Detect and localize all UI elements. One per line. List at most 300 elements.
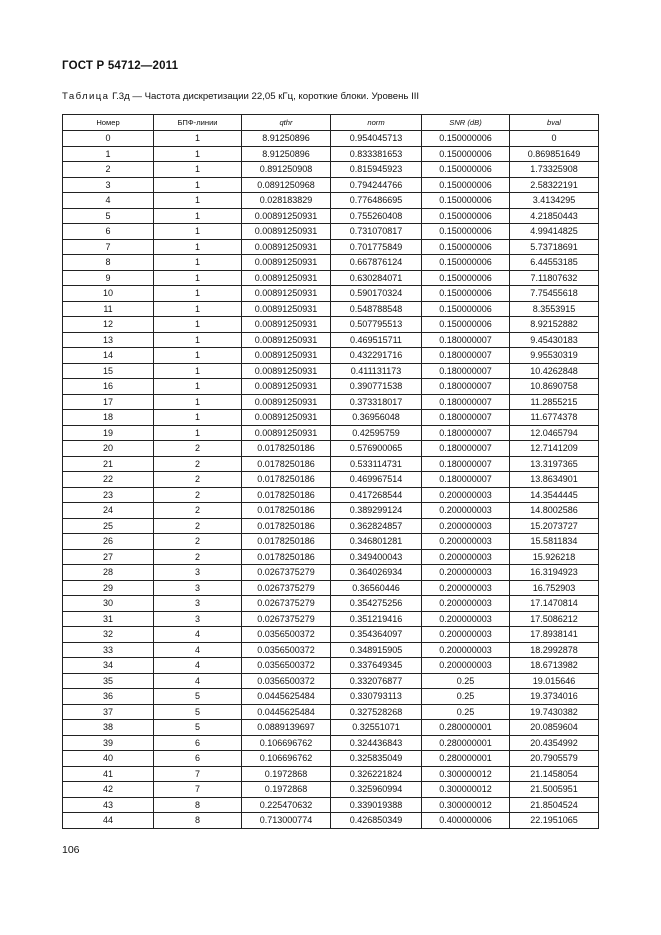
cell-norm: 0.348915905 <box>331 642 422 658</box>
table-row <box>63 193 599 209</box>
cell-number: 5 <box>63 208 154 224</box>
column-header-norm: norm <box>331 115 422 131</box>
cell-number: 44 <box>63 813 154 829</box>
cell-fft-lines: 1 <box>154 363 242 379</box>
cell-fft-lines: 3 <box>154 611 242 627</box>
cell-qthr: 8.91250896 <box>242 131 331 147</box>
cell-bval: 0.869851649 <box>510 146 599 162</box>
cell-fft-lines: 2 <box>154 518 242 534</box>
cell-qthr: 0.0356500372 <box>242 658 331 674</box>
cell-fft-lines: 7 <box>154 782 242 798</box>
cell-snr: 0.200000003 <box>422 565 510 581</box>
table-row <box>63 472 599 488</box>
cell-qthr: 0.225470632 <box>242 797 331 813</box>
cell-snr: 0.180000007 <box>422 425 510 441</box>
cell-number: 3 <box>63 177 154 193</box>
cell-norm: 0.417268544 <box>331 487 422 503</box>
cell-qthr: 0.00891250931 <box>242 301 331 317</box>
cell-bval: 11.6774378 <box>510 410 599 426</box>
table-row <box>63 627 599 643</box>
cell-snr: 0.200000003 <box>422 518 510 534</box>
table-row <box>63 224 599 240</box>
cell-number: 36 <box>63 689 154 705</box>
cell-norm: 0.354364097 <box>331 627 422 643</box>
table-header-row <box>63 115 599 131</box>
cell-norm: 0.630284071 <box>331 270 422 286</box>
cell-fft-lines: 5 <box>154 720 242 736</box>
cell-fft-lines: 1 <box>154 162 242 178</box>
cell-snr: 0.300000012 <box>422 766 510 782</box>
cell-number: 8 <box>63 255 154 271</box>
cell-bval: 3.4134295 <box>510 193 599 209</box>
cell-fft-lines: 8 <box>154 797 242 813</box>
cell-norm: 0.701775849 <box>331 239 422 255</box>
table-row <box>63 689 599 705</box>
cell-bval: 19.7430382 <box>510 704 599 720</box>
cell-qthr: 0.00891250931 <box>242 425 331 441</box>
table-row <box>63 208 599 224</box>
cell-fft-lines: 2 <box>154 472 242 488</box>
column-header-number: Номер <box>63 115 154 131</box>
cell-snr: 0.150000006 <box>422 286 510 302</box>
page-number: 106 <box>62 844 80 856</box>
cell-norm: 0.776486695 <box>331 193 422 209</box>
cell-snr: 0.180000007 <box>422 472 510 488</box>
cell-fft-lines: 1 <box>154 332 242 348</box>
cell-bval: 21.1458054 <box>510 766 599 782</box>
cell-snr: 0.150000006 <box>422 224 510 240</box>
cell-snr: 0.200000003 <box>422 642 510 658</box>
caption-text: Г.3д — Частота дискретизации 22,05 кГц, короткие блоки. Уровень III <box>112 91 420 102</box>
cell-qthr: 0.1972868 <box>242 782 331 798</box>
cell-number: 21 <box>63 456 154 472</box>
cell-snr: 0.150000006 <box>422 317 510 333</box>
cell-qthr: 0.00891250931 <box>242 348 331 364</box>
column-header-qthr: qthr <box>242 115 331 131</box>
cell-bval: 18.6713982 <box>510 658 599 674</box>
cell-norm: 0.390771538 <box>331 379 422 395</box>
cell-fft-lines: 3 <box>154 580 242 596</box>
table-row <box>63 673 599 689</box>
cell-norm: 0.327528268 <box>331 704 422 720</box>
cell-number: 0 <box>63 131 154 147</box>
cell-norm: 0.349400043 <box>331 549 422 565</box>
cell-snr: 0.180000007 <box>422 379 510 395</box>
cell-snr: 0.180000007 <box>422 441 510 457</box>
cell-qthr: 0.00891250931 <box>242 239 331 255</box>
cell-qthr: 0.00891250931 <box>242 255 331 271</box>
cell-snr: 0.280000001 <box>422 735 510 751</box>
cell-number: 14 <box>63 348 154 364</box>
cell-qthr: 0.106696762 <box>242 751 331 767</box>
cell-norm: 0.36560446 <box>331 580 422 596</box>
cell-qthr: 0.0356500372 <box>242 642 331 658</box>
cell-number: 28 <box>63 565 154 581</box>
cell-fft-lines: 5 <box>154 704 242 720</box>
cell-snr: 0.200000003 <box>422 627 510 643</box>
cell-bval: 11.2855215 <box>510 394 599 410</box>
cell-fft-lines: 7 <box>154 766 242 782</box>
cell-number: 39 <box>63 735 154 751</box>
cell-fft-lines: 1 <box>154 270 242 286</box>
cell-fft-lines: 1 <box>154 410 242 426</box>
table-row <box>63 456 599 472</box>
cell-snr: 0.150000006 <box>422 255 510 271</box>
cell-fft-lines: 1 <box>154 379 242 395</box>
cell-snr: 0.280000001 <box>422 751 510 767</box>
cell-norm: 0.325960994 <box>331 782 422 798</box>
cell-bval: 19.015646 <box>510 673 599 689</box>
cell-snr: 0.150000006 <box>422 208 510 224</box>
cell-snr: 0.150000006 <box>422 301 510 317</box>
cell-norm: 0.389299124 <box>331 503 422 519</box>
cell-number: 32 <box>63 627 154 643</box>
cell-qthr: 0.00891250931 <box>242 394 331 410</box>
cell-qthr: 0.0178250186 <box>242 472 331 488</box>
cell-norm: 0.325835049 <box>331 751 422 767</box>
table-row <box>63 394 599 410</box>
cell-snr: 0.300000012 <box>422 797 510 813</box>
cell-number: 38 <box>63 720 154 736</box>
cell-bval: 12.7141209 <box>510 441 599 457</box>
table-row <box>63 255 599 271</box>
cell-snr: 0.180000007 <box>422 348 510 364</box>
cell-number: 10 <box>63 286 154 302</box>
cell-number: 24 <box>63 503 154 519</box>
cell-bval: 21.5005951 <box>510 782 599 798</box>
cell-bval: 20.4354992 <box>510 735 599 751</box>
cell-number: 11 <box>63 301 154 317</box>
cell-number: 29 <box>63 580 154 596</box>
table-row <box>63 580 599 596</box>
cell-number: 4 <box>63 193 154 209</box>
cell-fft-lines: 1 <box>154 131 242 147</box>
table-body <box>63 131 599 829</box>
table-row <box>63 534 599 550</box>
cell-fft-lines: 1 <box>154 286 242 302</box>
cell-fft-lines: 2 <box>154 456 242 472</box>
cell-fft-lines: 1 <box>154 301 242 317</box>
table-row <box>63 239 599 255</box>
cell-norm: 0.507795513 <box>331 317 422 333</box>
cell-snr: 0.180000007 <box>422 410 510 426</box>
cell-fft-lines: 2 <box>154 503 242 519</box>
cell-fft-lines: 1 <box>154 239 242 255</box>
cell-fft-lines: 6 <box>154 735 242 751</box>
cell-fft-lines: 4 <box>154 642 242 658</box>
cell-number: 42 <box>63 782 154 798</box>
cell-bval: 17.1470814 <box>510 596 599 612</box>
cell-qthr: 0.00891250931 <box>242 208 331 224</box>
cell-number: 43 <box>63 797 154 813</box>
cell-snr: 0.200000003 <box>422 658 510 674</box>
cell-norm: 0.351219416 <box>331 611 422 627</box>
cell-qthr: 0.891250908 <box>242 162 331 178</box>
table-row <box>63 642 599 658</box>
cell-fft-lines: 4 <box>154 658 242 674</box>
cell-bval: 7.75455618 <box>510 286 599 302</box>
table-row <box>63 487 599 503</box>
table-row <box>63 131 599 147</box>
table-row <box>63 658 599 674</box>
cell-norm: 0.36956048 <box>331 410 422 426</box>
cell-fft-lines: 1 <box>154 425 242 441</box>
cell-norm: 0.337649345 <box>331 658 422 674</box>
caption-word: Таблица <box>62 91 110 102</box>
cell-snr: 0.25 <box>422 689 510 705</box>
cell-bval: 1.73325908 <box>510 162 599 178</box>
cell-bval: 7.11807632 <box>510 270 599 286</box>
cell-bval: 21.8504524 <box>510 797 599 813</box>
table-row <box>63 611 599 627</box>
cell-snr: 0.180000007 <box>422 394 510 410</box>
cell-norm: 0.42595759 <box>331 425 422 441</box>
cell-bval: 9.95530319 <box>510 348 599 364</box>
table-row <box>63 518 599 534</box>
cell-norm: 0.432291716 <box>331 348 422 364</box>
cell-qthr: 0.0356500372 <box>242 627 331 643</box>
cell-qthr: 0.0178250186 <box>242 441 331 457</box>
cell-bval: 20.7905579 <box>510 751 599 767</box>
cell-qthr: 0.0178250186 <box>242 456 331 472</box>
cell-fft-lines: 1 <box>154 255 242 271</box>
table-row <box>63 441 599 457</box>
cell-fft-lines: 1 <box>154 317 242 333</box>
cell-number: 31 <box>63 611 154 627</box>
cell-number: 41 <box>63 766 154 782</box>
cell-qthr: 0.00891250931 <box>242 286 331 302</box>
cell-bval: 8.3553915 <box>510 301 599 317</box>
cell-number: 19 <box>63 425 154 441</box>
cell-snr: 0.25 <box>422 673 510 689</box>
cell-norm: 0.411131173 <box>331 363 422 379</box>
cell-bval: 13.8634901 <box>510 472 599 488</box>
cell-number: 26 <box>63 534 154 550</box>
cell-norm: 0.548788548 <box>331 301 422 317</box>
cell-norm: 0.755260408 <box>331 208 422 224</box>
cell-snr: 0.25 <box>422 704 510 720</box>
cell-norm: 0.364026934 <box>331 565 422 581</box>
cell-qthr: 8.91250896 <box>242 146 331 162</box>
cell-snr: 0.150000006 <box>422 162 510 178</box>
column-header-bval: bval <box>510 115 599 131</box>
cell-snr: 0.300000012 <box>422 782 510 798</box>
cell-qthr: 0.0267375279 <box>242 565 331 581</box>
table-row <box>63 751 599 767</box>
cell-number: 15 <box>63 363 154 379</box>
document-header: ГОСТ Р 54712—2011 <box>62 60 179 72</box>
cell-fft-lines: 3 <box>154 596 242 612</box>
cell-number: 30 <box>63 596 154 612</box>
cell-qthr: 0.00891250931 <box>242 270 331 286</box>
cell-qthr: 0.0891250968 <box>242 177 331 193</box>
cell-number: 18 <box>63 410 154 426</box>
cell-fft-lines: 4 <box>154 673 242 689</box>
cell-bval: 4.21850443 <box>510 208 599 224</box>
cell-norm: 0.833381653 <box>331 146 422 162</box>
cell-snr: 0.200000003 <box>422 534 510 550</box>
table-row <box>63 503 599 519</box>
cell-norm: 0.326221824 <box>331 766 422 782</box>
cell-norm: 0.354275256 <box>331 596 422 612</box>
cell-snr: 0.150000006 <box>422 239 510 255</box>
table-caption <box>62 91 419 102</box>
table-row <box>63 704 599 720</box>
cell-snr: 0.150000006 <box>422 177 510 193</box>
cell-qthr: 0.00891250931 <box>242 379 331 395</box>
cell-number: 23 <box>63 487 154 503</box>
cell-number: 9 <box>63 270 154 286</box>
table-row <box>63 146 599 162</box>
table-row <box>63 317 599 333</box>
cell-qthr: 0.106696762 <box>242 735 331 751</box>
cell-qthr: 0.0889139697 <box>242 720 331 736</box>
cell-bval: 16.752903 <box>510 580 599 596</box>
cell-fft-lines: 4 <box>154 627 242 643</box>
table-row <box>63 162 599 178</box>
cell-fft-lines: 1 <box>154 394 242 410</box>
cell-qthr: 0.0178250186 <box>242 503 331 519</box>
cell-number: 20 <box>63 441 154 457</box>
cell-bval: 14.3544445 <box>510 487 599 503</box>
cell-qthr: 0.713000774 <box>242 813 331 829</box>
table-row <box>63 286 599 302</box>
table-row <box>63 348 599 364</box>
cell-bval: 16.3194923 <box>510 565 599 581</box>
cell-norm: 0.32551071 <box>331 720 422 736</box>
cell-snr: 0.180000007 <box>422 363 510 379</box>
cell-qthr: 0.0267375279 <box>242 596 331 612</box>
cell-qthr: 0.0267375279 <box>242 580 331 596</box>
cell-bval: 15.5811834 <box>510 534 599 550</box>
table-row <box>63 766 599 782</box>
table-row <box>63 332 599 348</box>
cell-bval: 17.8938141 <box>510 627 599 643</box>
cell-qthr: 0.00891250931 <box>242 317 331 333</box>
cell-bval: 17.5086212 <box>510 611 599 627</box>
cell-number: 1 <box>63 146 154 162</box>
cell-bval: 4.99414825 <box>510 224 599 240</box>
table-row <box>63 363 599 379</box>
cell-bval: 10.4262848 <box>510 363 599 379</box>
cell-norm: 0.794244766 <box>331 177 422 193</box>
cell-qthr: 0.0356500372 <box>242 673 331 689</box>
cell-snr: 0.200000003 <box>422 611 510 627</box>
cell-qthr: 0.0445625484 <box>242 689 331 705</box>
cell-norm: 0.426850349 <box>331 813 422 829</box>
table-row <box>63 565 599 581</box>
cell-snr: 0.150000006 <box>422 146 510 162</box>
table-row <box>63 425 599 441</box>
cell-fft-lines: 6 <box>154 751 242 767</box>
cell-number: 6 <box>63 224 154 240</box>
cell-norm: 0.373318017 <box>331 394 422 410</box>
cell-norm: 0.362824857 <box>331 518 422 534</box>
cell-bval: 18.2992878 <box>510 642 599 658</box>
cell-fft-lines: 2 <box>154 487 242 503</box>
table-row <box>63 549 599 565</box>
cell-fft-lines: 1 <box>154 208 242 224</box>
cell-qthr: 0.1972868 <box>242 766 331 782</box>
cell-qthr: 0.0178250186 <box>242 487 331 503</box>
column-header-snr: SNR (dB) <box>422 115 510 131</box>
cell-norm: 0.469515711 <box>331 332 422 348</box>
table-row <box>63 270 599 286</box>
cell-bval: 8.92152882 <box>510 317 599 333</box>
cell-fft-lines: 5 <box>154 689 242 705</box>
cell-qthr: 0.0178250186 <box>242 549 331 565</box>
cell-norm: 0.339019388 <box>331 797 422 813</box>
table-row <box>63 782 599 798</box>
cell-fft-lines: 8 <box>154 813 242 829</box>
table-row <box>63 596 599 612</box>
cell-number: 13 <box>63 332 154 348</box>
cell-fft-lines: 3 <box>154 565 242 581</box>
cell-bval: 13.3197365 <box>510 456 599 472</box>
cell-norm: 0.469967514 <box>331 472 422 488</box>
cell-number: 34 <box>63 658 154 674</box>
cell-qthr: 0.00891250931 <box>242 363 331 379</box>
cell-number: 40 <box>63 751 154 767</box>
table-row <box>63 735 599 751</box>
cell-snr: 0.200000003 <box>422 596 510 612</box>
table-row <box>63 720 599 736</box>
cell-bval: 12.0465794 <box>510 425 599 441</box>
table-row <box>63 177 599 193</box>
cell-fft-lines: 1 <box>154 224 242 240</box>
cell-snr: 0.400000006 <box>422 813 510 829</box>
cell-snr: 0.180000007 <box>422 456 510 472</box>
cell-bval: 5.73718691 <box>510 239 599 255</box>
cell-norm: 0.332076877 <box>331 673 422 689</box>
table-row <box>63 797 599 813</box>
cell-bval: 22.1951065 <box>510 813 599 829</box>
cell-bval: 15.2073727 <box>510 518 599 534</box>
cell-qthr: 0.00891250931 <box>242 332 331 348</box>
cell-qthr: 0.0445625484 <box>242 704 331 720</box>
cell-snr: 0.150000006 <box>422 270 510 286</box>
cell-bval: 19.3734016 <box>510 689 599 705</box>
cell-norm: 0.324436843 <box>331 735 422 751</box>
cell-number: 17 <box>63 394 154 410</box>
cell-snr: 0.200000003 <box>422 549 510 565</box>
cell-qthr: 0.028183829 <box>242 193 331 209</box>
cell-number: 37 <box>63 704 154 720</box>
cell-norm: 0.576900065 <box>331 441 422 457</box>
cell-bval: 9.45430183 <box>510 332 599 348</box>
cell-fft-lines: 1 <box>154 146 242 162</box>
cell-bval: 10.8690758 <box>510 379 599 395</box>
cell-fft-lines: 2 <box>154 534 242 550</box>
cell-snr: 0.200000003 <box>422 580 510 596</box>
cell-number: 16 <box>63 379 154 395</box>
cell-norm: 0.954045713 <box>331 131 422 147</box>
cell-snr: 0.200000003 <box>422 487 510 503</box>
cell-qthr: 0.0178250186 <box>242 534 331 550</box>
cell-fft-lines: 1 <box>154 348 242 364</box>
cell-snr: 0.180000007 <box>422 332 510 348</box>
cell-number: 25 <box>63 518 154 534</box>
cell-bval: 20.0859604 <box>510 720 599 736</box>
cell-snr: 0.150000006 <box>422 193 510 209</box>
cell-fft-lines: 2 <box>154 549 242 565</box>
cell-number: 12 <box>63 317 154 333</box>
cell-number: 2 <box>63 162 154 178</box>
cell-fft-lines: 1 <box>154 177 242 193</box>
table-row <box>63 410 599 426</box>
cell-qthr: 0.00891250931 <box>242 410 331 426</box>
table-row <box>63 379 599 395</box>
